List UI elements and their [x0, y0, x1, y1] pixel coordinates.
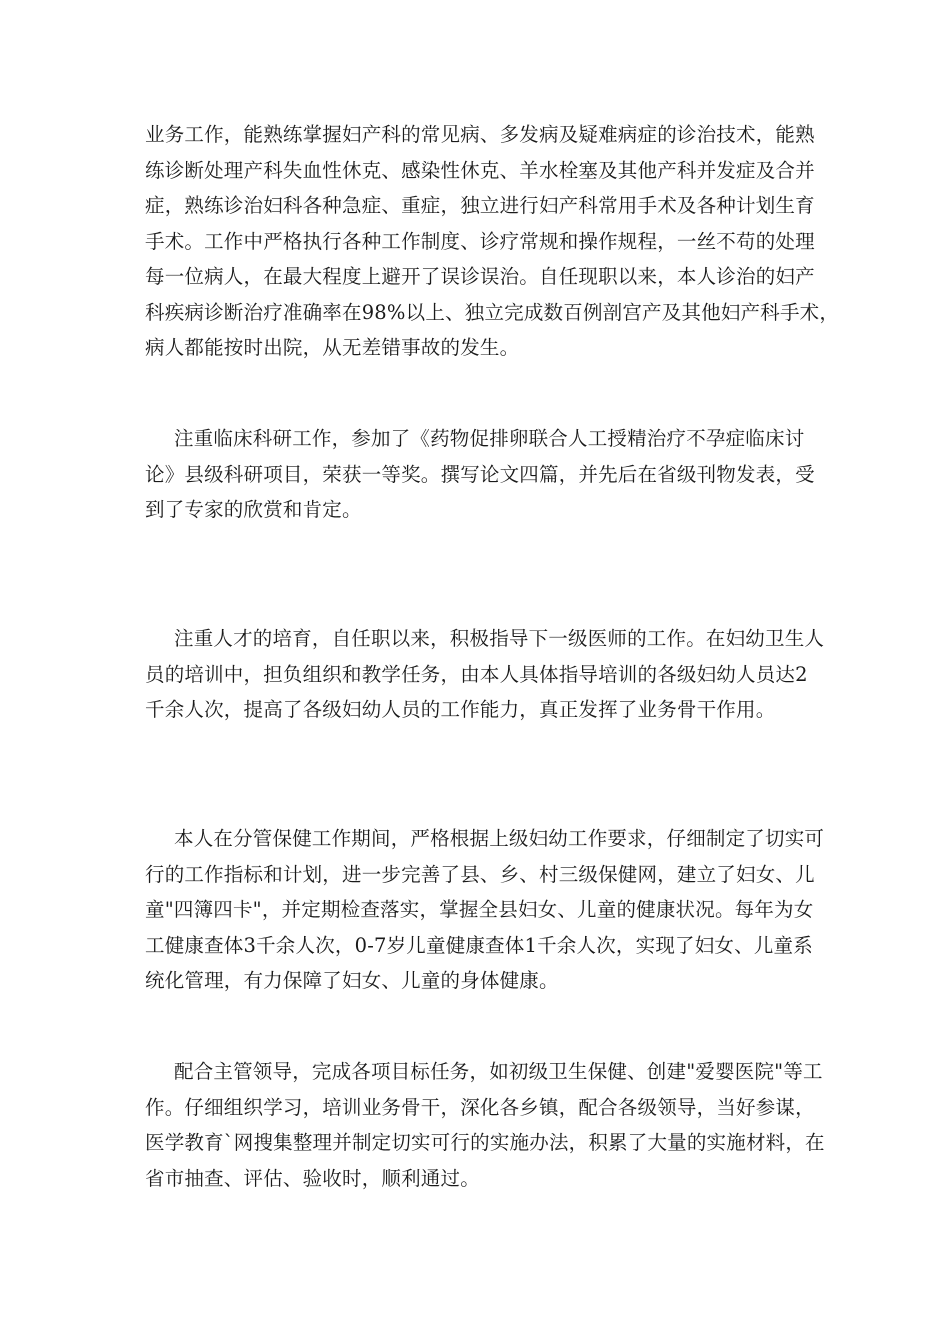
text-line: 每一位病人，在最大程度上避开了误诊误治。自任现职以来，本人诊治的妇产 — [145, 265, 815, 288]
text-line: 作。仔细组织学习，培训业务骨干，深化各乡镇，配合各级领导，当好参谋， — [145, 1095, 815, 1119]
text-line: 病人都能按时出院，从无差错事故的发生。 — [145, 336, 520, 359]
text-line: 行的工作指标和计划，进一步完善了县、乡、村三级保健网，建立了妇女、儿 — [145, 862, 815, 886]
text-line: 症，熟练诊治妇科各种急症、重症，独立进行妇产科常用手术及各种计划生育 — [145, 194, 815, 217]
paragraph-targets — [145, 1054, 825, 1196]
paragraph-clinical-skills — [145, 117, 840, 366]
paragraph-talent-training — [145, 621, 825, 728]
text-line: 千余人次，提高了各级妇幼人员的工作能力，真正发挥了业务骨干作用。 — [145, 698, 776, 721]
text-line: 科疾病诊断治疗准确率在98%以上、独立完成数百例剖宫产及其他妇产科手术， — [145, 300, 840, 324]
text-line: 手术。工作中严格执行各种工作制度、诊疗常规和操作规程，一丝不苟的处理 — [145, 229, 815, 253]
text-line: 到了专家的欣赏和肯定。 — [145, 498, 362, 521]
text-line: 医学教育`网搜集整理并制定切实可行的实施办法，积累了大量的实施材料，在 — [145, 1131, 825, 1154]
text-line: 配合主管领导，完成各项目标任务，如初级卫生保健、创建"爱婴医院"等工 — [174, 1060, 823, 1083]
text-line: 员的培训中，担负组织和教学任务，由本人具体指导培训的各级妇幼人员达2 — [145, 662, 808, 686]
text-line: 注重人才的培育，自任职以来，积极指导下一级医师的工作。在妇幼卫生人 — [174, 627, 825, 650]
paragraph-health-care — [145, 821, 825, 999]
text-line: 论》县级科研项目，荣获一等奖。撰写论文四篇，并先后在省级刊物发表，受 — [145, 462, 815, 486]
text-line: 统化管理，有力保障了妇女、儿童的身体健康。 — [145, 969, 559, 992]
text-line: 注重临床科研工作，参加了《药物促排卵联合人工授精治疗不孕症临床讨 — [174, 427, 805, 450]
text-line: 业务工作，能熟练掌握妇产科的常见病、多发病及疑难病症的诊治技术，能熟 — [145, 123, 815, 146]
text-line: 童"四簿四卡"，并定期检查落实，掌握全县妇女、儿童的健康状况。每年为女 — [145, 898, 814, 921]
text-line: 本人在分管保健工作期间，严格根据上级妇幼工作要求，仔细制定了切实可 — [174, 827, 825, 850]
paragraph-research — [145, 421, 813, 528]
text-line: 练诊断处理产科失血性休克、感染性休克、羊水栓塞及其他产科并发症及合并 — [145, 158, 815, 182]
text-line: 省市抽查、评估、验收时，顺利通过。 — [145, 1166, 480, 1190]
text-line: 工健康查体3千余人次，0-7岁儿童健康查体1千余人次，实现了妇女、儿童系 — [145, 933, 813, 957]
